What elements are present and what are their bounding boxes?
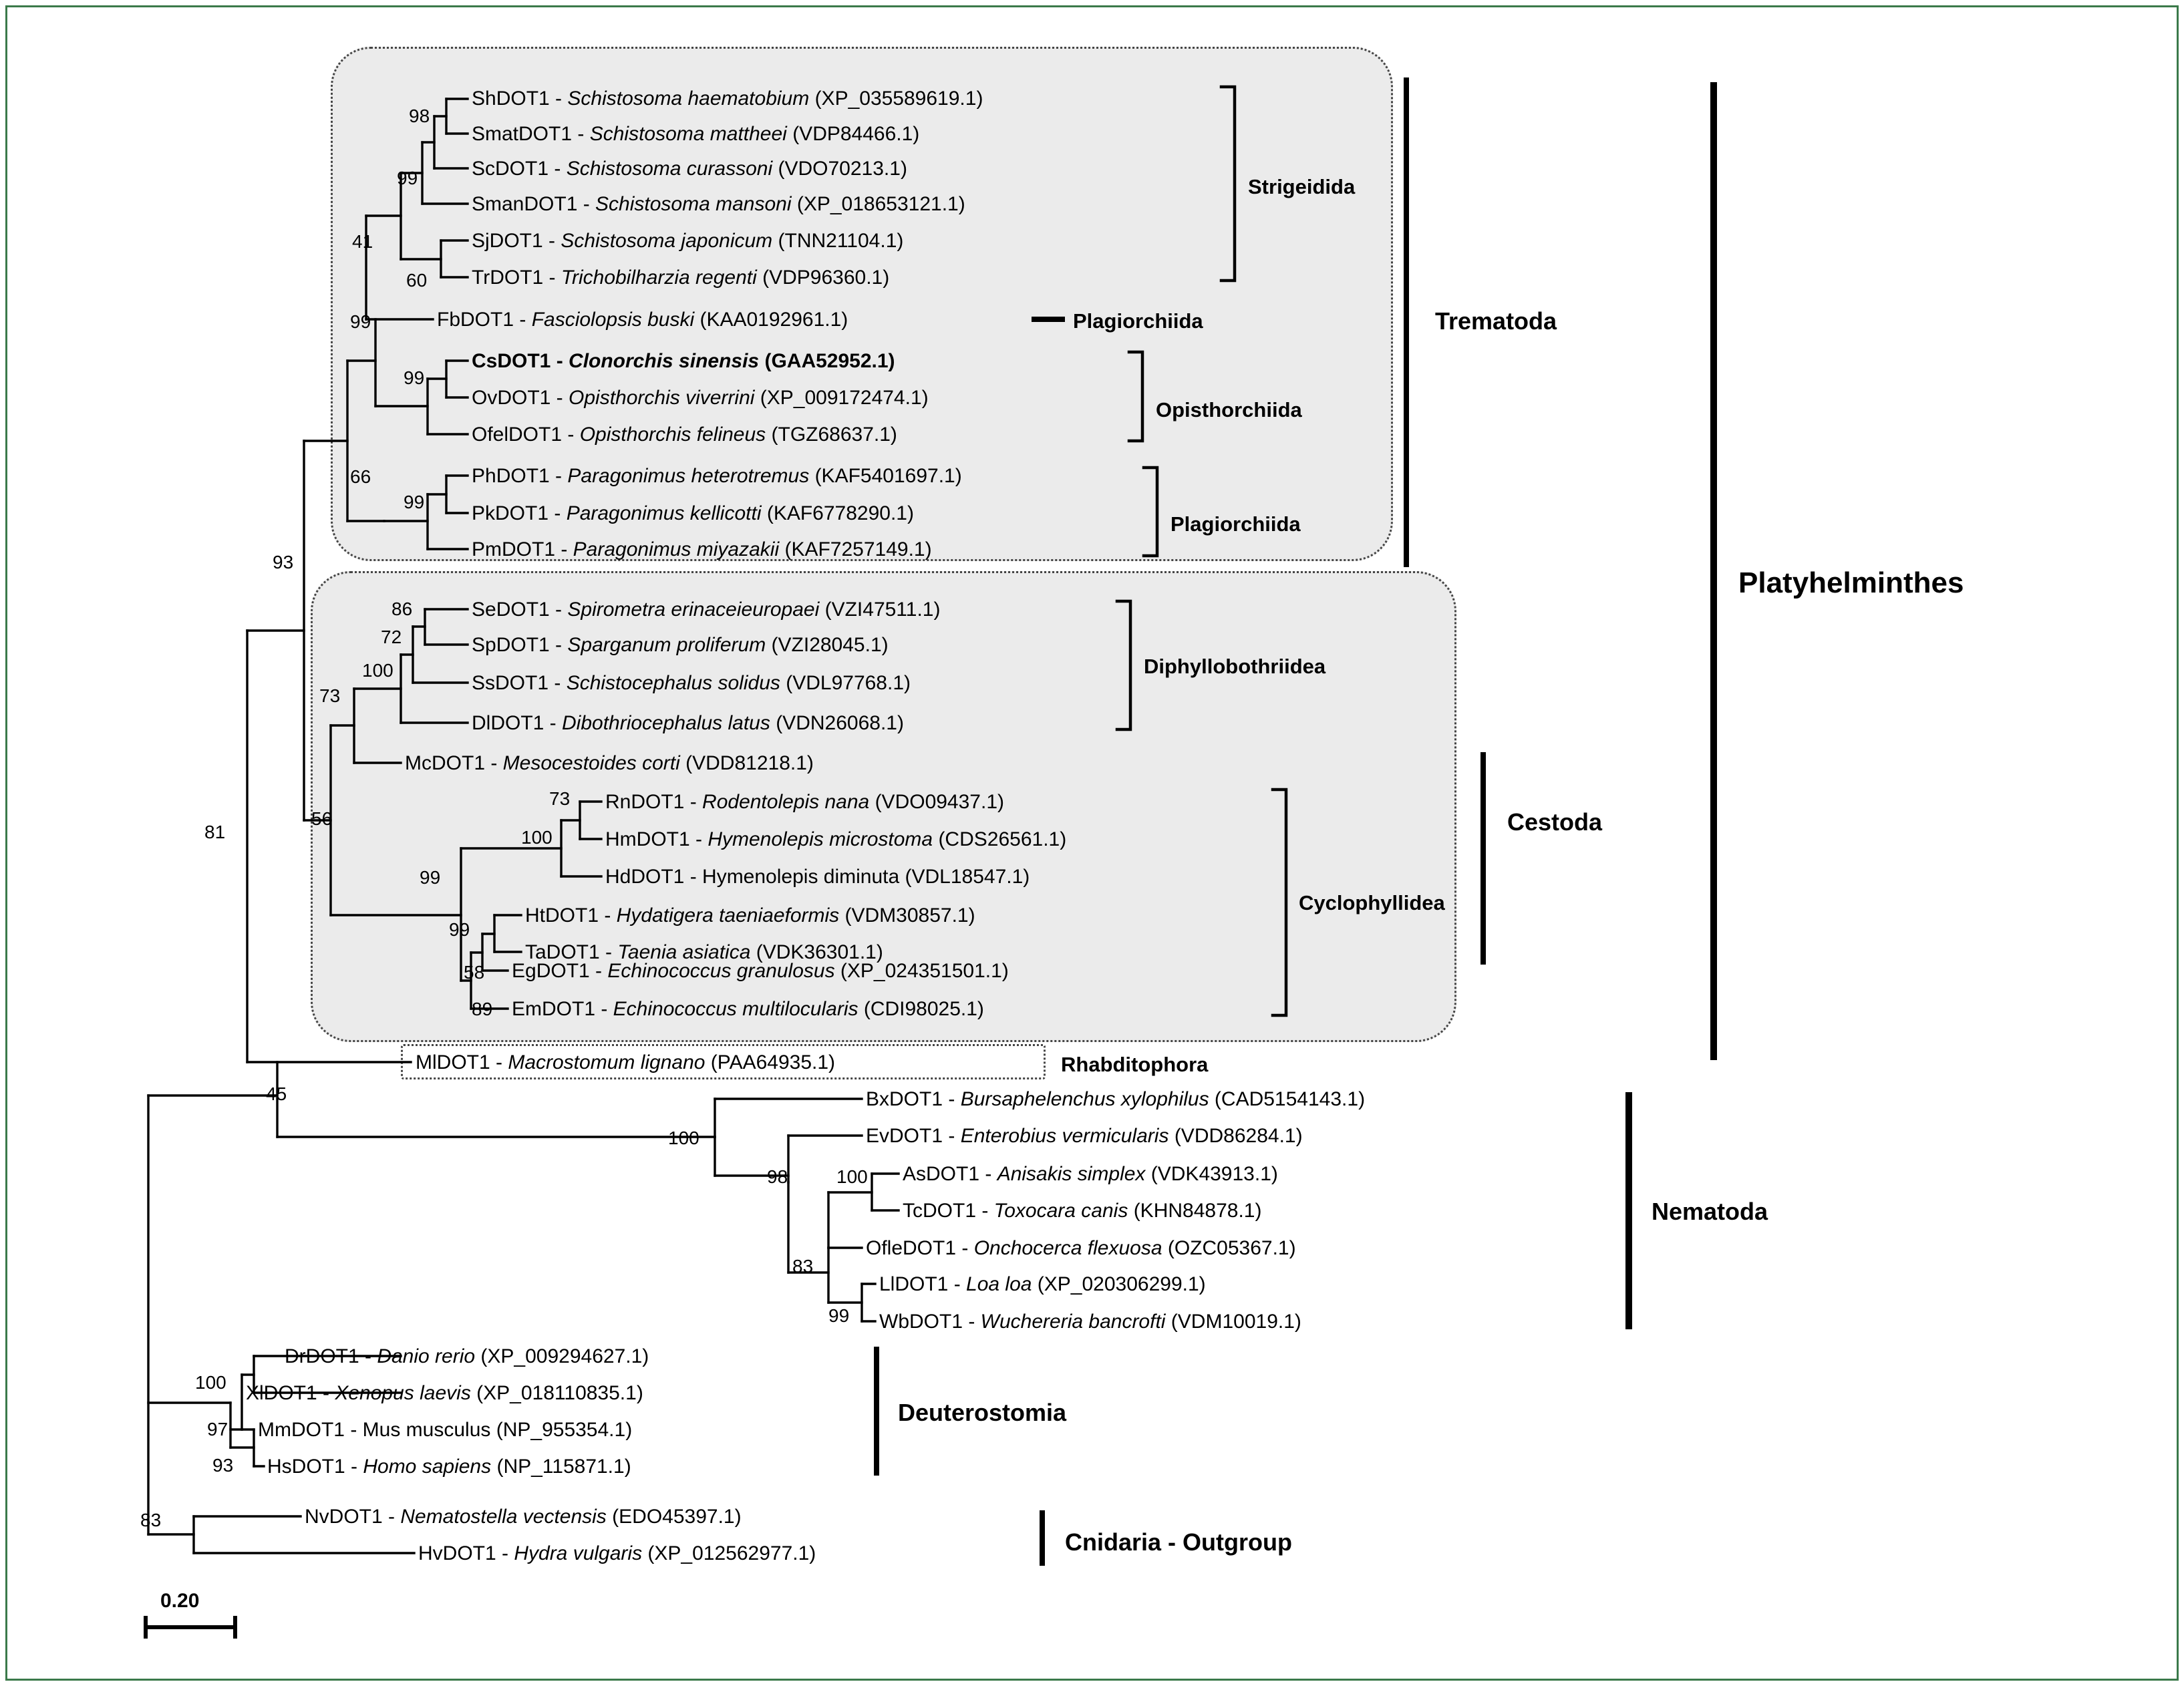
taxon-label: WbDOT1 - Wuchereria bancrofti (VDM10019.1): [879, 1311, 1301, 1333]
taxon-label: ShDOT1 - Schistosoma haematobium (XP_035589619.1): [472, 88, 983, 110]
bootstrap-value: 73: [319, 685, 341, 706]
taxon-label: SmatDOT1 - Schistosoma mattheei (VDP84466.1): [472, 123, 920, 145]
clade-label-diphyllobothriidea: Diphyllobothriidea: [1144, 655, 1326, 678]
taxon-label: HtDOT1 - Hydatigera taeniaeformis (VDM30857.1): [525, 904, 975, 926]
taxon-label: DrDOT1 - Danio rerio (XP_009294627.1): [285, 1345, 649, 1367]
bootstrap-value: 99: [350, 311, 371, 332]
clade-label-plagiorchiida-1: Plagiorchiida: [1073, 309, 1203, 333]
bootstrap-value: 45: [266, 1083, 287, 1104]
clade-label-plagiorchiida-2: Plagiorchiida: [1171, 512, 1301, 536]
bootstrap-value: 99: [397, 168, 418, 188]
bootstrap-value: 99: [420, 867, 441, 888]
bootstrap-value: 89: [472, 999, 493, 1019]
taxon-label: TrDOT1 - Trichobilharzia regenti (VDP96360.1): [472, 267, 890, 289]
clade-label-cnidaria-outgroup: Cnidaria - Outgroup: [1065, 1528, 1292, 1556]
taxon-label: XlDOT1 - Xenopus laevis (XP_018110835.1): [246, 1382, 643, 1404]
bootstrap-value: 93: [273, 552, 294, 572]
bootstrap-value: 98: [409, 106, 430, 126]
taxon-label: MlDOT1 - Macrostomum lignano (PAA64935.1): [416, 1051, 836, 1073]
taxon-label: SmanDOT1 - Schistosoma mansoni (XP_018653121.1): [472, 193, 965, 215]
taxon-label: PmDOT1 - Paragonimus miyazakii (KAF7257149.1): [472, 538, 932, 560]
bootstrap-value: 100: [521, 827, 553, 848]
bootstrap-value: 66: [350, 466, 371, 487]
taxon-label: HvDOT1 - Hydra vulgaris (XP_012562977.1): [418, 1542, 816, 1564]
bootstrap-value: 100: [668, 1128, 699, 1148]
bootstrap-value: 81: [204, 822, 226, 842]
taxon-label: PkDOT1 - Paragonimus kellicotti (KAF6778290.1): [472, 502, 914, 524]
taxon-label: AsDOT1 - Anisakis simplex (VDK43913.1): [903, 1163, 1278, 1185]
bootstrap-value: 72: [381, 627, 402, 647]
bootstrap-value: 86: [392, 599, 413, 619]
taxon-label: OfleDOT1 - Onchocerca flexuosa (OZC05367.1): [866, 1237, 1296, 1259]
taxon-label: SpDOT1 - Sparganum proliferum (VZI28045.1): [472, 634, 889, 656]
bootstrap-value: 73: [549, 788, 571, 809]
bootstrap-value: 98: [767, 1166, 788, 1187]
taxon-label: BxDOT1 - Bursaphelenchus xylophilus (CAD5154143.1): [866, 1088, 1366, 1110]
clade-label-trematoda: Trematoda: [1435, 307, 1557, 335]
taxon-label: SeDOT1 - Spirometra erinaceieuropaei (VZI47511.1): [472, 599, 941, 621]
taxon-label: EvDOT1 - Enterobius vermicularis (VDD86284.1): [866, 1125, 1303, 1147]
bootstrap-value: 56: [311, 808, 333, 829]
taxon-label: SsDOT1 - Schistocephalus solidus (VDL97768.1): [472, 672, 911, 694]
taxon-label: HdDOT1 - Hymenolepis diminuta (VDL18547.1): [605, 866, 1030, 888]
clade-label-deuterostomia: Deuterostomia: [898, 1399, 1067, 1426]
taxon-label: OvDOT1 - Opisthorchis viverrini (XP_009172474.1): [472, 387, 929, 409]
bootstrap-value: 41: [352, 231, 373, 252]
taxon-label: LlDOT1 - Loa loa (XP_020306299.1): [879, 1273, 1206, 1295]
taxon-label: SjDOT1 - Schistosoma japonicum (TNN21104.1): [472, 230, 904, 252]
bootstrap-value: 58: [464, 962, 485, 983]
clade-label-opisthorchiida: Opisthorchiida: [1156, 398, 1302, 422]
clade-label-rhabditophora: Rhabditophora: [1061, 1053, 1209, 1076]
taxon-label: RnDOT1 - Rodentolepis nana (VDO09437.1): [605, 791, 1004, 813]
taxon-label: DlDOT1 - Dibothriocephalus latus (VDN26068.1): [472, 712, 904, 734]
bootstrap-value: 99: [404, 492, 425, 512]
bootstrap-value: 100: [362, 660, 394, 681]
taxon-label: MmDOT1 - Mus musculus (NP_955354.1): [258, 1419, 633, 1441]
clade-label-platyhelminthes: Platyhelminthes: [1738, 566, 1964, 599]
taxon-label: ScDOT1 - Schistosoma curassoni (VDO70213.1): [472, 158, 907, 180]
bootstrap-value: 83: [792, 1256, 814, 1277]
bootstrap-value: 99: [449, 919, 470, 940]
taxon-label: NvDOT1 - Nematostella vectensis (EDO45397.1): [305, 1506, 742, 1528]
bootstrap-value: 93: [212, 1455, 234, 1476]
clade-label-nematoda: Nematoda: [1652, 1198, 1768, 1225]
taxon-label: TcDOT1 - Toxocara canis (KHN84878.1): [903, 1200, 1262, 1222]
taxon-label: EmDOT1 - Echinococcus multilocularis (CDI98025.1): [512, 998, 984, 1020]
clade-label-strigeidida: Strigeidida: [1248, 175, 1356, 198]
taxon-label: OfelDOT1 - Opisthorchis felineus (TGZ68637.1): [472, 424, 897, 446]
bootstrap-value: 99: [828, 1305, 850, 1326]
scale-bar-label: 0.20: [160, 1590, 200, 1612]
bootstrap-value: 99: [404, 367, 425, 388]
taxon-label: FbDOT1 - Fasciolopsis buski (KAA0192961.1): [437, 309, 848, 331]
bootstrap-value: 100: [836, 1166, 868, 1187]
taxon-label: EgDOT1 - Echinococcus granulosus (XP_024351501.1): [512, 960, 1009, 982]
taxon-label-highlight: CsDOT1 - Clonorchis sinensis (GAA52952.1): [472, 350, 895, 372]
bootstrap-value: 100: [195, 1372, 226, 1393]
taxon-label: PhDOT1 - Paragonimus heterotremus (KAF5401697.1): [472, 465, 962, 487]
taxon-label: HmDOT1 - Hymenolepis microstoma (CDS26561.1): [605, 828, 1067, 850]
bootstrap-value: 83: [140, 1510, 162, 1530]
taxon-label: TaDOT1 - Taenia asiatica (VDK36301.1): [525, 941, 883, 963]
clade-label-cyclophyllidea: Cyclophyllidea: [1299, 891, 1445, 914]
bootstrap-value: 60: [406, 270, 428, 291]
clade-label-cestoda: Cestoda: [1507, 808, 1603, 836]
taxon-label: McDOT1 - Mesocestoides corti (VDD81218.1): [405, 752, 814, 774]
taxon-label: HsDOT1 - Homo sapiens (NP_115871.1): [267, 1456, 631, 1478]
bootstrap-value: 97: [207, 1419, 228, 1440]
